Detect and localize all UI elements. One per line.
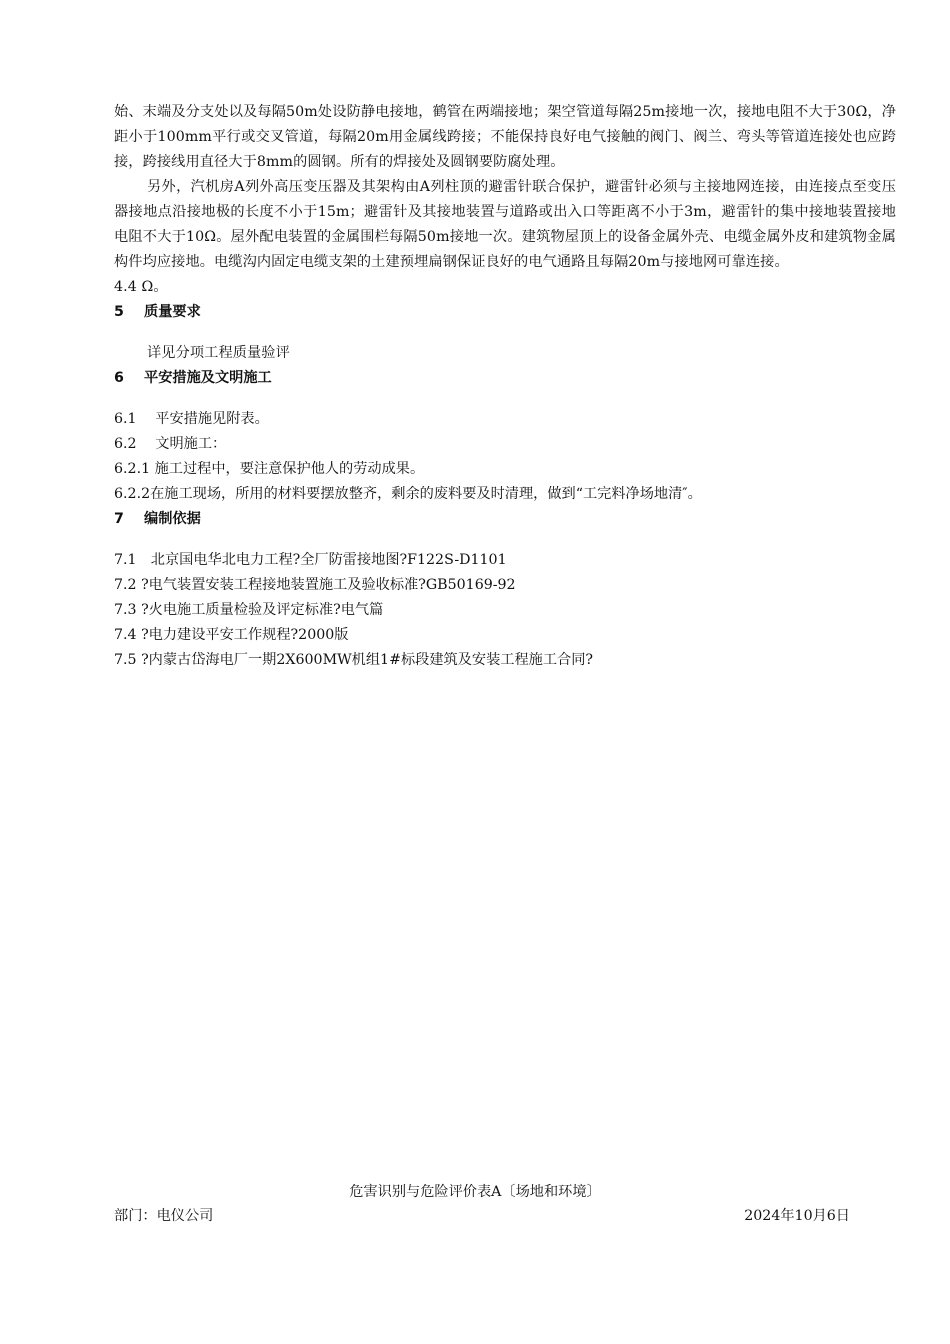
document-body xyxy=(114,100,896,673)
section-number: 6 xyxy=(114,370,124,386)
section-title: 质量要求 xyxy=(144,304,201,320)
section-heading-6 xyxy=(114,366,896,391)
paragraph-4-4: 4.4 Ω。 xyxy=(114,279,168,295)
paragraph-transformer-lightning: 另外，汽机房A列外高压变压器及其架构由A列柱顶的避雷针联合保护，避雷针必须与主接地网连接，由连接点至变压器接地点沿接地极的长度不小于15m；避雷针及其接地装置与道路或出入口等距离不小于3m，避雷针的集中接地装置接地电阻不大于10Ω。屋外配电装置的金属围栏每隔50m接地一次。建筑物屋顶上的设备金属外壳、电缆金属外皮和建筑物金属构件均应接地。电缆沟内固定电缆支架的土建预埋扁钢保证良好的电气通路且每隔20m与接地网可靠连接。 xyxy=(114,179,896,270)
list-item: 7.2 ?电气装置安装工程接地装置施工及验收标准?GB50169-92 xyxy=(114,577,516,593)
list-item: 7.3 ?火电施工质量检验及评定标准?电气篇 xyxy=(114,602,384,618)
spacer xyxy=(114,532,896,548)
table-title: 危害识别与危险评价表A〔场地和环境〕 xyxy=(349,1184,601,1200)
section-5-body: 详见分项工程质量验评 xyxy=(147,345,290,361)
spacer xyxy=(114,391,896,407)
section-title: 编制依据 xyxy=(144,511,201,527)
section-heading-7 xyxy=(114,507,896,532)
section-number: 5 xyxy=(114,304,124,320)
section-number: 7 xyxy=(114,511,124,527)
list-item: 6.1 平安措施见附表。 xyxy=(114,411,269,427)
date-label: 2024年10月6日 xyxy=(744,1208,850,1224)
spacer xyxy=(114,325,896,341)
list-item: 6.2 文明施工： xyxy=(114,436,227,452)
list-item: 7.5 ?内蒙古岱海电厂一期2X600MW机组1#标段建筑及安装工程施工合同? xyxy=(114,652,594,668)
list-item: 6.2.2在施工现场，所用的材料要摆放整齐，剩余的废料要及时清理，做到“工完料净场地清″。 xyxy=(114,486,702,502)
section-title: 平安措施及文明施工 xyxy=(144,370,272,386)
list-item: 7.1 北京国电华北电力工程?全厂防雷接地图?F122S-D1101 xyxy=(114,552,507,568)
list-item: 6.2.1 施工过程中，要注意保护他人的劳动成果。 xyxy=(114,461,425,477)
list-item: 7.4 ?电力建设平安工作规程?2000版 xyxy=(114,627,349,643)
department-label: 部门：电仪公司 xyxy=(114,1208,214,1224)
paragraph-grounding-pipes: 始、末端及分支处以及每隔50m处设防静电接地，鹤管在两端接地；架空管道每隔25m接地一次，接地电阻不大于30Ω，净距小于100mm平行或交叉管道，每隔20m用金属线跨接；不能保持良好电气接触的阀门、阀兰、弯头等管道连接处也应跨接，跨接线用直径大于8mm的圆钢。所有的焊接处及圆钢要防腐处理。 xyxy=(114,104,896,170)
section-heading-5 xyxy=(114,300,896,325)
